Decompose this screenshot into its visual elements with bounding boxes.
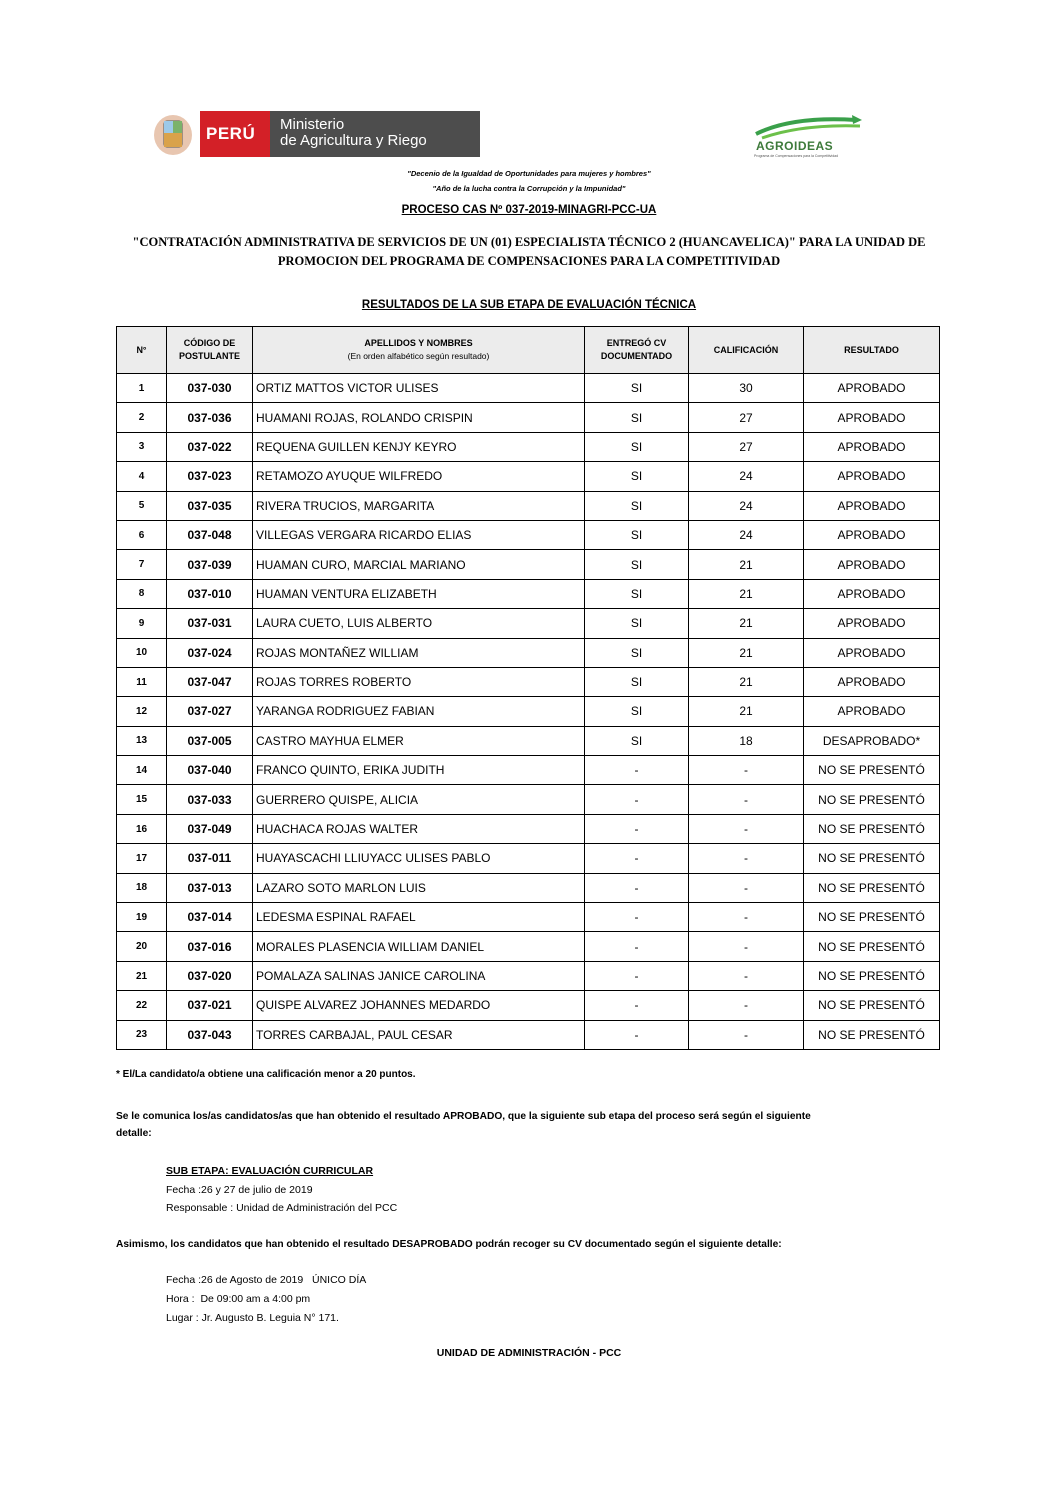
approved-notice-line1: Se le comunica los/as candidatos/as que han obtenido el resultado APROBADO, que la siguiente sub etapa del proceso será según el siguiente xyxy=(116,1111,811,1122)
header-applicant-code: CÓDIGO DE POSTULANTE xyxy=(167,327,253,374)
applicant-code: 037-036 xyxy=(167,403,253,432)
cv-delivered: - xyxy=(585,814,689,843)
cv-delivered: SI xyxy=(585,697,689,726)
result: NO SE PRESENTÓ xyxy=(804,961,940,990)
pickup-place: Lugar : Jr. Augusto B. Leguia N° 171. xyxy=(166,1312,339,1324)
applicant-name: ROJAS TORRES ROBERTO xyxy=(253,667,585,696)
table-row xyxy=(117,697,940,726)
applicant-code: 037-010 xyxy=(167,579,253,608)
table-row xyxy=(117,609,940,638)
applicant-name: QUISPE ALVAREZ JOHANNES MEDARDO xyxy=(253,991,585,1020)
cv-delivered: - xyxy=(585,961,689,990)
score: 24 xyxy=(689,462,804,491)
applicant-code: 037-013 xyxy=(167,873,253,902)
result: NO SE PRESENTÓ xyxy=(804,844,940,873)
applicant-name: LEDESMA ESPINAL RAFAEL xyxy=(253,903,585,932)
applicant-name: RIVERA TRUCIOS, MARGARITA xyxy=(253,491,585,520)
result: APROBADO xyxy=(804,374,940,403)
result: APROBADO xyxy=(804,520,940,549)
applicant-name: ROJAS MONTAÑEZ WILLIAM xyxy=(253,638,585,667)
applicant-code: 037-043 xyxy=(167,1020,253,1049)
next-stage-responsible: Responsable : Unidad de Administración del PCC xyxy=(166,1202,398,1214)
row-number: 9 xyxy=(117,609,167,638)
table-header-row xyxy=(117,327,940,374)
row-number: 17 xyxy=(117,844,167,873)
applicant-code: 037-035 xyxy=(167,491,253,520)
row-number: 6 xyxy=(117,520,167,549)
cv-delivered: SI xyxy=(585,550,689,579)
result: APROBADO xyxy=(804,403,940,432)
cv-delivered: SI xyxy=(585,462,689,491)
result: APROBADO xyxy=(804,579,940,608)
row-number: 1 xyxy=(117,374,167,403)
result: DESAPROBADO* xyxy=(804,726,940,755)
cv-delivered: SI xyxy=(585,374,689,403)
applicant-name: HUAMANI ROJAS, ROLANDO CRISPIN xyxy=(253,403,585,432)
score: - xyxy=(689,903,804,932)
cv-delivered: - xyxy=(585,785,689,814)
result: APROBADO xyxy=(804,667,940,696)
result: APROBADO xyxy=(804,462,940,491)
score: 27 xyxy=(689,403,804,432)
header-number: N° xyxy=(117,327,167,374)
applicant-code: 037-005 xyxy=(167,726,253,755)
score: - xyxy=(689,814,804,843)
row-number: 19 xyxy=(117,903,167,932)
applicant-name: ORTIZ MATTOS VICTOR ULISES xyxy=(253,374,585,403)
row-number: 21 xyxy=(117,961,167,990)
row-number: 20 xyxy=(117,932,167,961)
cv-delivered: SI xyxy=(585,520,689,549)
applicant-code: 037-021 xyxy=(167,991,253,1020)
document-title-line2: PROMOCION DEL PROGRAMA DE COMPENSACIONES PARA LA COMPETITIVIDAD xyxy=(277,254,781,268)
cv-delivered: SI xyxy=(585,579,689,608)
logo-country-text: PERÚ xyxy=(206,124,256,143)
row-number: 3 xyxy=(117,432,167,461)
row-number: 2 xyxy=(117,403,167,432)
minagri-logo xyxy=(152,111,480,157)
agroideas-tagline: Programa de Compensaciones para la Competitividad xyxy=(754,154,839,158)
applicant-name: HUACHACA ROJAS WALTER xyxy=(253,814,585,843)
table-row xyxy=(117,785,940,814)
pickup-date: Fecha :26 de Agosto de 2019 ÚNICO DÍA xyxy=(166,1274,367,1286)
result: NO SE PRESENTÓ xyxy=(804,756,940,785)
table-row xyxy=(117,1020,940,1049)
score: - xyxy=(689,1020,804,1049)
applicant-code: 037-031 xyxy=(167,609,253,638)
disapproved-notice: Asimismo, los candidatos que han obtenido el resultado DESAPROBADO podrán recoger su CV documentado según el siguiente detalle: xyxy=(116,1239,782,1250)
cv-delivered: - xyxy=(585,844,689,873)
results-table xyxy=(116,326,940,1050)
table-row xyxy=(117,403,940,432)
score: 21 xyxy=(689,667,804,696)
applicant-code: 037-020 xyxy=(167,961,253,990)
signature: UNIDAD DE ADMINISTRACIÓN - PCC xyxy=(436,1347,622,1359)
result: NO SE PRESENTÓ xyxy=(804,903,940,932)
row-number: 13 xyxy=(117,726,167,755)
logo-ministry-line2: de Agricultura y Riego xyxy=(280,132,427,149)
score: - xyxy=(689,785,804,814)
table-row xyxy=(117,462,940,491)
cv-delivered: SI xyxy=(585,403,689,432)
applicant-code: 037-023 xyxy=(167,462,253,491)
score: 21 xyxy=(689,697,804,726)
score: 30 xyxy=(689,374,804,403)
row-number: 11 xyxy=(117,667,167,696)
next-stage-heading: SUB ETAPA: EVALUACIÓN CURRICULAR xyxy=(166,1165,374,1177)
document-title-line1: "CONTRATACIÓN ADMINISTRATIVA DE SERVICIOS DE UN (01) ESPECIALISTA TÉCNICO 2 (HUANCAVELICA)" PARA LA UNIDAD DE xyxy=(132,235,926,249)
table-row xyxy=(117,550,940,579)
agroideas-logo xyxy=(752,112,868,162)
score: - xyxy=(689,991,804,1020)
row-number: 18 xyxy=(117,873,167,902)
result: APROBADO xyxy=(804,550,940,579)
table-row xyxy=(117,520,940,549)
row-number: 23 xyxy=(117,1020,167,1049)
applicant-name: FRANCO QUINTO, ERIKA JUDITH xyxy=(253,756,585,785)
row-number: 14 xyxy=(117,756,167,785)
result: NO SE PRESENTÓ xyxy=(804,814,940,843)
score: 27 xyxy=(689,432,804,461)
applicant-name: POMALAZA SALINAS JANICE CAROLINA xyxy=(253,961,585,990)
result: NO SE PRESENTÓ xyxy=(804,991,940,1020)
applicant-code: 037-040 xyxy=(167,756,253,785)
table-row xyxy=(117,432,940,461)
motto-year: "Año de la lucha contra la Corrupción y la Impunidad" xyxy=(432,184,626,193)
applicant-code: 037-016 xyxy=(167,932,253,961)
score: - xyxy=(689,932,804,961)
applicant-name: GUERRERO QUISPE, ALICIA xyxy=(253,785,585,814)
applicant-name: CASTRO MAYHUA ELMER xyxy=(253,726,585,755)
applicant-name: HUAMAN CURO, MARCIAL MARIANO xyxy=(253,550,585,579)
cv-delivered: SI xyxy=(585,432,689,461)
applicant-code: 037-048 xyxy=(167,520,253,549)
header-full-name: APELLIDOS Y NOMBRES (En orden alfabético según resultado) xyxy=(253,327,585,374)
applicant-name: REQUENA GUILLEN KENJY KEYRO xyxy=(253,432,585,461)
pickup-time: Hora : De 09:00 am a 4:00 pm xyxy=(166,1293,311,1305)
logo-ministry-line1: Ministerio xyxy=(280,116,345,133)
result: APROBADO xyxy=(804,697,940,726)
row-number: 4 xyxy=(117,462,167,491)
result: APROBADO xyxy=(804,432,940,461)
applicant-name: VILLEGAS VERGARA RICARDO ELIAS xyxy=(253,520,585,549)
table-row xyxy=(117,374,940,403)
table-row xyxy=(117,579,940,608)
score: 24 xyxy=(689,520,804,549)
table-row xyxy=(117,961,940,990)
header-cv-delivered: ENTREGÓ CV DOCUMENTADO xyxy=(585,327,689,374)
cv-delivered: SI xyxy=(585,638,689,667)
row-number: 8 xyxy=(117,579,167,608)
applicant-code: 037-039 xyxy=(167,550,253,579)
row-number: 7 xyxy=(117,550,167,579)
header-result: RESULTADO xyxy=(804,327,940,374)
score: - xyxy=(689,873,804,902)
cv-delivered: SI xyxy=(585,726,689,755)
applicant-name: HUAMAN VENTURA ELIZABETH xyxy=(253,579,585,608)
score: 24 xyxy=(689,491,804,520)
applicant-code: 037-047 xyxy=(167,667,253,696)
result: NO SE PRESENTÓ xyxy=(804,932,940,961)
score: - xyxy=(689,844,804,873)
row-number: 22 xyxy=(117,991,167,1020)
score: 21 xyxy=(689,579,804,608)
score: 21 xyxy=(689,550,804,579)
table-row xyxy=(117,814,940,843)
cv-delivered: - xyxy=(585,932,689,961)
agroideas-logo-text: AGROIDEAS xyxy=(756,139,834,153)
table-row xyxy=(117,991,940,1020)
applicant-name: MORALES PLASENCIA WILLIAM DANIEL xyxy=(253,932,585,961)
table-row xyxy=(117,667,940,696)
applicant-code: 037-030 xyxy=(167,374,253,403)
results-subtitle: RESULTADOS DE LA SUB ETAPA DE EVALUACIÓN TÉCNICA xyxy=(361,299,697,311)
applicant-code: 037-024 xyxy=(167,638,253,667)
approved-notice-line2: detalle: xyxy=(116,1128,152,1139)
score: 21 xyxy=(689,638,804,667)
result: NO SE PRESENTÓ xyxy=(804,785,940,814)
result: APROBADO xyxy=(804,609,940,638)
table-row xyxy=(117,844,940,873)
next-stage-date: Fecha :26 y 27 de julio de 2019 xyxy=(166,1184,313,1196)
result: APROBADO xyxy=(804,491,940,520)
score: - xyxy=(689,961,804,990)
score: - xyxy=(689,756,804,785)
table-row xyxy=(117,726,940,755)
process-code: PROCESO CAS Nº 037-2019-MINAGRI-PCC-UA xyxy=(401,204,657,216)
row-number: 5 xyxy=(117,491,167,520)
table-row xyxy=(117,491,940,520)
result: NO SE PRESENTÓ xyxy=(804,873,940,902)
cv-delivered: - xyxy=(585,903,689,932)
table-row xyxy=(117,932,940,961)
score: 18 xyxy=(689,726,804,755)
table-row xyxy=(117,903,940,932)
row-number: 12 xyxy=(117,697,167,726)
table-row xyxy=(117,756,940,785)
applicant-code: 037-033 xyxy=(167,785,253,814)
table-row xyxy=(117,873,940,902)
cv-delivered: - xyxy=(585,1020,689,1049)
applicant-name: HUAYASCACHI LLIUYACC ULISES PABLO xyxy=(253,844,585,873)
applicant-name: LAZARO SOTO MARLON LUIS xyxy=(253,873,585,902)
cv-delivered: - xyxy=(585,991,689,1020)
row-number: 16 xyxy=(117,814,167,843)
result: APROBADO xyxy=(804,638,940,667)
score: 21 xyxy=(689,609,804,638)
cv-delivered: SI xyxy=(585,609,689,638)
footnote: * El/La candidato/a obtiene una calificación menor a 20 puntos. xyxy=(116,1069,416,1080)
applicant-name: YARANGA RODRIGUEZ FABIAN xyxy=(253,697,585,726)
row-number: 10 xyxy=(117,638,167,667)
applicant-name: TORRES CARBAJAL, PAUL CESAR xyxy=(253,1020,585,1049)
agroideas-swoosh-icon xyxy=(752,112,868,142)
motto-decade: "Decenio de la Igualdad de Oportunidades para mujeres y hombres" xyxy=(407,169,651,178)
applicant-name: RETAMOZO AYUQUE WILFREDO xyxy=(253,462,585,491)
header-score: CALIFICACIÓN xyxy=(689,327,804,374)
applicant-code: 037-027 xyxy=(167,697,253,726)
applicant-name: LAURA CUETO, LUIS ALBERTO xyxy=(253,609,585,638)
cv-delivered: - xyxy=(585,756,689,785)
result: NO SE PRESENTÓ xyxy=(804,1020,940,1049)
cv-delivered: - xyxy=(585,873,689,902)
row-number: 15 xyxy=(117,785,167,814)
applicant-code: 037-014 xyxy=(167,903,253,932)
applicant-code: 037-022 xyxy=(167,432,253,461)
table-row xyxy=(117,638,940,667)
cv-delivered: SI xyxy=(585,491,689,520)
applicant-code: 037-011 xyxy=(167,844,253,873)
applicant-code: 037-049 xyxy=(167,814,253,843)
cv-delivered: SI xyxy=(585,667,689,696)
